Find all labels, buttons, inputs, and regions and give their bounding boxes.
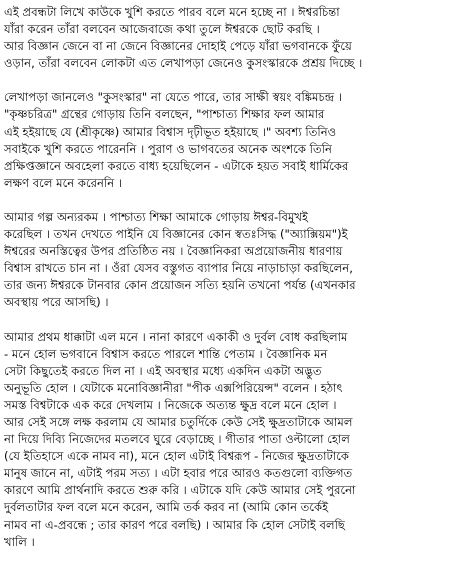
text-line: মানুষ জানে না, এটাই পরম সত্য । এটা হবার পরে আরও কতগুলো ব্যক্তিগত (4, 466, 353, 481)
paragraph-2 (4, 89, 452, 192)
text-line: অবস্থায় পরে আসছি) । (4, 295, 109, 310)
text-line: ঈশ্বরের অনস্তিত্বের উপর প্রতিষ্ঠিত নয় । বৈজ্ঞানিকরা অপ্রয়োজনীয় ধারণায় (4, 244, 343, 259)
text-line: সেটা কিছুতেই করতে দিল না । এই অবস্থার মধ্যে একদিন একটা অদ্ভুত (4, 363, 322, 378)
text-line: না দিয়ে দিব্যি নিজেদের মতলবে ঘুরে বেড়াচ্ছে । গীতার পাতা ওল্টালো হোল (4, 432, 350, 447)
paragraph-spacer (4, 312, 452, 329)
text-line: তার জন্য ঈশ্বরকে টানবার কোন প্রয়োজন সত্যি হয়নি তখনো পর্যন্ত (এখনকার (4, 278, 356, 293)
paragraph-1 (4, 4, 452, 72)
text-line: আর সেই সঙ্গে লক্ষ করলাম যে আমার চতুর্দিকে কেউ সেই ক্ষুদ্রতাটাকে আমল (4, 414, 353, 429)
text-line: কারণে আমি প্রার্থনাদি করতে শুরু করি । এটাকে যদি কেউ আমার সেই পুরনো (4, 483, 356, 498)
text-line: করেছিল । তখন দেখতে পাইনি যে বিজ্ঞানের কোন স্বতঃসিদ্ধ ("অ্যাক্সিয়ম")ই (4, 227, 348, 242)
text-line: ওড়ান, তাঁরা বলবেন লোকটা এত লেখাপড়া জেনেও কুসংস্কারকে প্রশ্রয় দিচ্ছে । (4, 56, 363, 71)
text-line: এই প্রবন্ধটা লিখে কাউকে খুশি করতে পারব বলে মনে হচ্ছে না । ঈশ্বরচিন্তা (4, 5, 340, 19)
text-line: (যে ইতিহাসে একে নামব না), মনে হোল এটাই বিশ্বরূপ - নিজের ক্ষুদ্রতাটাকে (4, 449, 349, 464)
text-line: - মনে হোল ভগবানে বিশ্বাস করতে পারলে শান্তি পেতাম । বৈজ্ঞানিক মন (4, 346, 328, 361)
text-line: আমার গল্প অন্যরকম । পাশ্চাত্য শিক্ষা আমাকে গোড়ায় ঈশ্বর-বিমুখই (4, 209, 309, 224)
text-line: এই হইয়াছে যে (শ্রীকৃষ্ণে) আমার বিশ্বাস দৃঢ়ীভূত হইয়াছে ।" অবশ্য তিনিও (4, 124, 337, 139)
text-line: খালি । (4, 534, 35, 549)
paragraph-4 (4, 329, 452, 551)
text-line: সমস্ত বিশ্বটাকে এক করে দেখলাম । নিজেকে অত্যন্ত ক্ষুদ্র বলে মনে হোল । (4, 397, 337, 412)
text-line: প্রক্ষিপ্তজ্ঞানে অবহেলা করতে বাধ্য হয়েছিলেন - এটাকে হয়ত সবাই ধার্মিকের (4, 158, 349, 173)
paragraph-spacer (4, 72, 452, 89)
text-line: নামব না এ-প্রবন্ধে ; তার কারণ পরে বলছি) । আমার কি হোল সেটাই বলছি (4, 517, 345, 532)
text-line: যাঁরা করেন তাঁরা বলবেন আজেবাজে কথা তুলে ঈশ্বরকে ছোট করছি । (4, 22, 320, 37)
text-line: আর বিজ্ঞান জেনে বা না জেনে বিজ্ঞানের দোহাই পেড়ে যাঁরা ভগবানকে ফুঁয়ে (4, 39, 352, 54)
text-line: দুর্বলতাটার ফল বলে মনে করেন, আমি তর্ক করব না (আমি কোন তর্কেই (4, 500, 329, 515)
paragraph-3 (4, 209, 452, 312)
text-line: অনুভূতি হোল । যেটাকে মনোবিজ্ঞানীরা "পীক এক্সপিরিয়েন্স" বলেন । হঠাৎ (4, 380, 343, 395)
text-line: সবাইকে খুশি করতে পারেননি । পুরাণ ও ভাগবতের অনেক অংশকে তিনি (4, 141, 332, 156)
text-line: বিশ্বাস রাখতে চান না । ওঁরা যেসব বস্তুগত ব্যাপার নিয়ে নাড়াচাড়া করছিলেন, (4, 261, 353, 276)
text-line: "কৃষ্ণচরিত্র" গ্রন্থের গোড়ায় তিনি বলছেন, "পাশ্চাত্য শিক্ষার ফল আমার (4, 107, 325, 122)
text-line: আমার প্রথম ধাক্কাটা এল মনে । নানা কারণে একাকী ও দুর্বল বোধ করছিলাম (4, 329, 348, 344)
text-line: লেখাপড়া জানলেও "কুসংস্কার" না যেতে পারে, তার সাক্ষী স্বয়ং বঙ্কিমচন্দ্র । (4, 90, 342, 105)
paragraph-spacer (4, 192, 452, 209)
text-line: লক্ষণ বলে মনে করেননি । (4, 175, 122, 190)
